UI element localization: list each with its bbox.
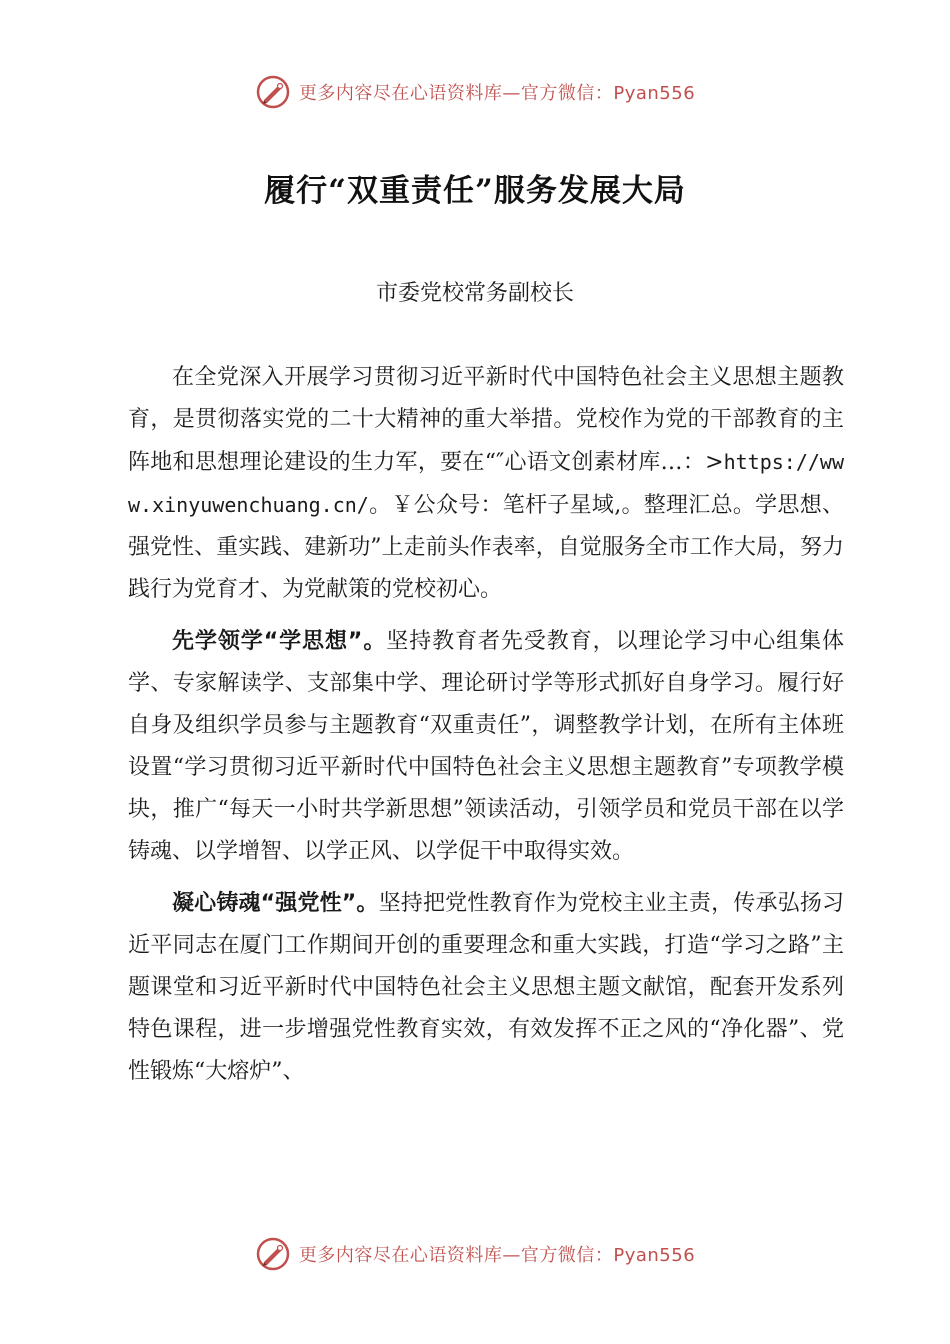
watermark-header [0,74,950,110]
paragraph-text: 。￥公众号：笔杆子星域,。整理汇总。学思想、强党性、重实践、建新功”上走前头作表率，自觉服务全市工作大局，努力践行为党育才、为党献策的党校初心。 [128,493,844,602]
document-title: 履行“双重责任”服务发展大局 [264,173,686,209]
paragraph-text: 坚持把党性教育作为党校主业主责，传承弘扬习近平同志在厦门工作期间开创的重要理念和重大实践，打造“学习之路”主题课堂和习近平新时代中国特色社会主义思想主题文献馆，配套开发系列特色课程，进一步增强党性教育实效，有效发挥不正之风的“净化器”、党性锻炼“大熔炉”、 [128,891,844,1084]
source-url: https://www.xinyuwenchuang.cn/ [128,450,844,517]
watermark-text: 更多内容尽在心语资料库—官方微信：Pyan556 [298,83,696,104]
paragraph-strengthen-party [128,883,844,1093]
paragraph-intro [128,357,844,611]
pen-logo-icon [255,74,291,110]
author-byline: 市委党校常务副校长 [375,281,574,306]
paragraph-text: 在全党深入开展学习贯彻习近平新时代中国特色社会主义思想主题教育，是贯彻落实党的二十大精神的重大举措。党校作为党的干部教育的主阵地和思想理论建设的生力军，要在“″心语文创素材库…：> [128,365,844,475]
paragraph-study-thought [128,621,844,873]
pen-logo-icon [255,1236,291,1272]
paragraph-text: 坚持教育者先受教育，以理论学习中心组集体学、专家解读学、支部集中学、理论研讨学等形式抓好自身学习。履行好自身及组织学员参与主题教育“双重责任”，调整教学计划，在所有主体班设置“学习贯彻习近平新时代中国特色社会主义思想主题教育”专项教学模块，推广“每天一小时共学新思想”领读活动，引领学员和党员干部在以学铸魂、以学增智、以学正风、以学促干中取得实效。 [128,629,844,864]
watermark-text: 更多内容尽在心语资料库—官方微信：Pyan556 [298,1245,696,1266]
watermark-footer [0,1236,950,1272]
paragraph-heading: 先学领学“学思想”。 [172,629,387,654]
document-body [128,357,844,1103]
paragraph-heading: 凝心铸魂“强党性”。 [172,891,379,916]
